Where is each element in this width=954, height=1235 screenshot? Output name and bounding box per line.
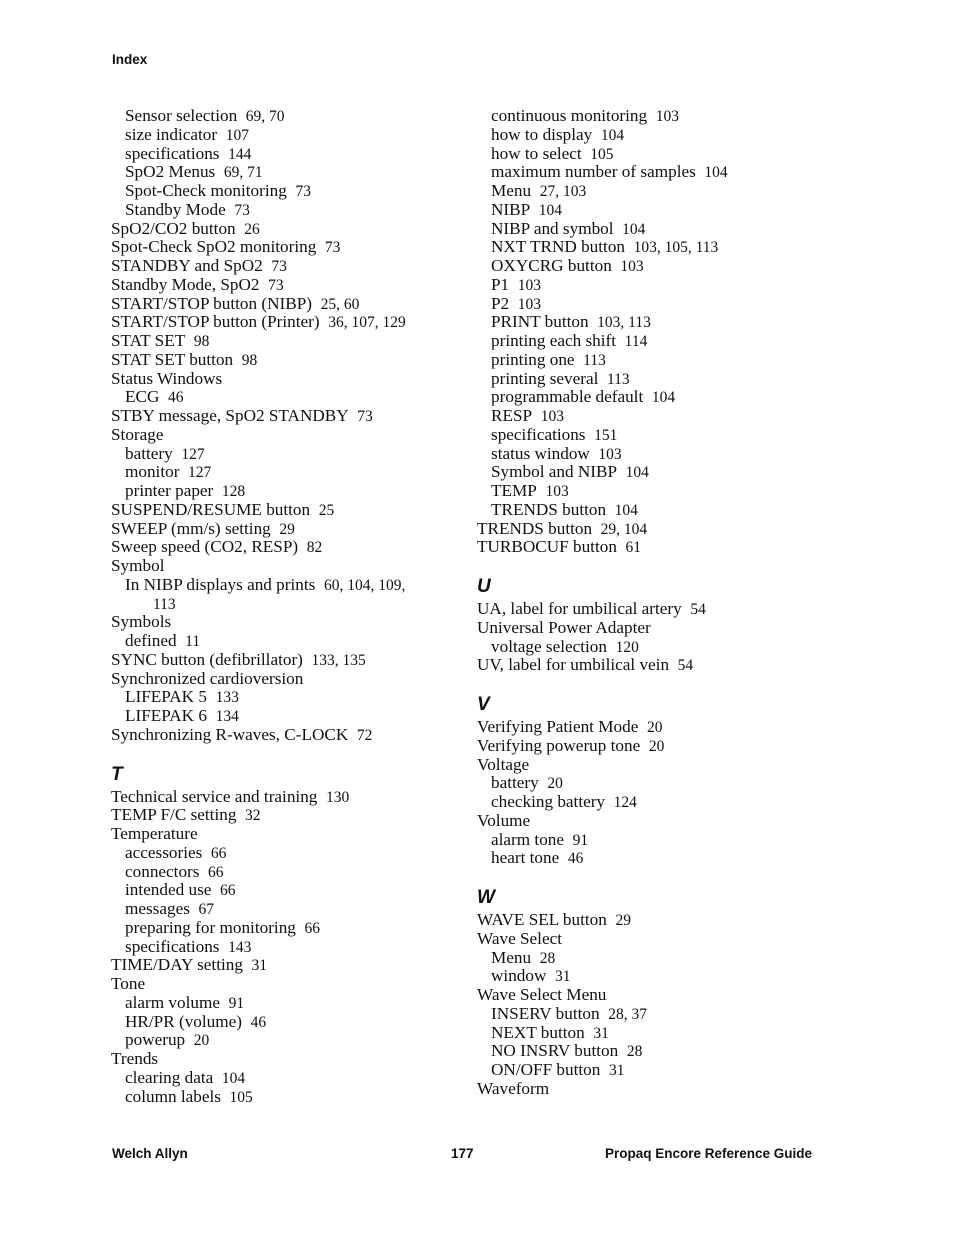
index-term: continuous monitoring [491,106,648,125]
index-page-refs: 67 [198,901,215,918]
index-entry [111,520,471,539]
index-term: TRENDS button [477,518,593,538]
index-term: NIBP and symbol [491,218,614,238]
index-entry [111,388,471,407]
index-entry [111,919,471,938]
index-entry [477,482,837,501]
index-term: START/STOP button (NIBP) [111,293,313,313]
index-page-refs: 69, 70 [245,108,285,125]
index-entry [111,806,471,825]
index-entry [477,276,837,295]
running-header: Index [112,52,148,67]
index-term: Trends [111,1049,159,1068]
index-page-refs: 25 [318,501,335,519]
index-page-refs: 61 [625,539,642,557]
index-page-refs: 103 [517,276,541,294]
index-page-refs: 103, 113 [597,314,651,332]
index-entry [111,938,471,957]
index-entry [111,332,471,351]
index-term: Volume [477,810,531,830]
index-term: STBY message, SpO2 STANDBY [111,406,349,425]
index-page-refs: 54 [677,657,694,675]
index-entry [477,930,837,949]
footer-company: Welch Allyn [112,1146,188,1161]
section-gap [477,675,837,691]
index-term: defined [125,631,177,650]
index-term: Menu [491,947,532,967]
index-entry [111,576,471,595]
index-page-refs: 127 [181,445,205,463]
index-entry [477,756,837,775]
section-gap [477,557,837,573]
index-page-refs: 36, 107, 129 [328,314,406,332]
index-page-refs: 103 [655,108,679,125]
index-entry [111,881,471,900]
index-page-refs: 113 [583,351,606,369]
index-term: specifications [125,936,220,956]
index-entry [111,220,471,239]
index-entry [111,788,471,807]
index-entry [111,595,471,614]
index-page-refs: 124 [613,794,637,811]
index-page-refs: 103 [540,408,564,425]
index-term: status window [491,443,590,463]
index-page-refs: 103 [545,483,569,500]
index-term: TIME/DAY setting [111,955,243,975]
index-entry [111,688,471,707]
index-entry [111,538,471,557]
index-term: Spot-Check monitoring [125,181,287,200]
index-entry [477,388,837,407]
index-page-refs: 29, 104 [600,520,648,538]
index-term: column labels [125,1086,221,1106]
index-term: Symbol and NIBP [491,462,618,482]
index-term: powerup [125,1030,186,1050]
index-page-refs: 133 [215,689,239,707]
index-term: P1 [491,274,510,294]
index-entry [477,182,837,201]
index-page-refs: 72 [356,726,373,744]
section-gap [477,868,837,884]
index-entry [477,145,837,164]
index-term: STAT SET button [111,349,234,369]
index-page-refs: 31 [554,968,571,986]
index-entry [477,1061,837,1080]
index-page-refs: 144 [228,145,252,163]
index-page-refs: 120 [615,638,639,656]
index-entry [111,445,471,464]
index-term: printer paper [125,481,214,500]
index-term: Storage [111,424,164,444]
index-term: alarm tone [491,829,565,849]
index-term: specifications [491,424,586,444]
index-entry [111,463,471,482]
index-term: Universal Power Adapter [477,617,651,637]
index-term: clearing data [125,1067,214,1087]
index-entry [477,126,837,145]
index-entry [111,145,471,164]
index-term: battery [125,443,173,463]
index-term: LIFEPAK 6 [125,706,207,725]
index-page-refs: 104 [221,1069,246,1087]
index-page-refs: 103, 105, 113 [633,239,719,257]
index-page-refs: 130 [325,788,350,806]
index-entry [477,793,837,812]
index-page-refs: 133, 135 [311,651,366,669]
index-term: TURBOCUF button [477,537,617,557]
index-entry [111,257,471,276]
index-page-refs: 128 [221,483,246,500]
index-term: Symbols [111,612,172,632]
index-term: Verifying powerup tone [477,735,641,755]
index-entry [111,975,471,994]
index-entry [111,407,471,426]
index-term: Synchronized cardioversion [111,668,304,688]
index-entry [111,707,471,726]
index-page-refs: 32 [245,807,261,825]
index-term: STAT SET [111,331,186,350]
index-term: UA, label for umbilical artery [477,599,682,618]
index-page-refs: 73 [268,276,284,294]
index-entry [111,426,471,445]
index-page-refs: 31 [251,957,268,975]
index-page-refs: 26 [244,220,260,238]
index-term: Standby Mode [125,199,226,219]
index-page-refs: 28 [626,1043,643,1061]
index-entry [111,1069,471,1088]
index-term: battery [491,773,539,793]
index-entry [477,313,837,332]
index-entry [477,370,837,389]
index-page-refs: 20 [547,775,563,793]
index-entry [477,737,837,756]
index-term: NO INSRV button [491,1041,619,1061]
index-entry [111,1088,471,1107]
index-page-refs: 82 [306,539,323,557]
index-entry [477,831,837,850]
index-letter-heading: U [477,576,491,597]
index-entry [477,520,837,539]
index-page-refs: 20 [648,737,665,755]
index-term: printing each shift [491,331,617,350]
index-page-refs: 105 [590,145,614,163]
index-term: Waveform [477,1078,550,1098]
index-entry [111,351,471,370]
index-term: Menu [491,181,532,200]
index-entry [477,407,837,426]
index-entry [111,825,471,844]
index-entry [111,1050,471,1069]
index-page-refs: 127 [188,464,212,482]
index-term: Synchronizing R-waves, C-LOCK [111,724,349,744]
index-term: SYNC button (defibrillator) [111,649,303,669]
index-term: voltage selection [491,636,607,656]
index-page-refs: 46 [250,1013,267,1031]
index-entry [477,201,837,220]
index-page-refs: 73 [234,201,250,219]
index-term: Verifying Patient Mode [477,717,639,736]
index-page-refs: 46 [167,389,184,407]
index-column-left [111,107,471,1106]
index-page-refs: 27, 103 [539,183,587,200]
index-page-refs: 73 [357,408,373,425]
index-entry [111,107,471,126]
index-term: maximum number of samples [491,162,696,182]
index-page-refs: 104 [600,126,625,144]
index-page-refs: 28, 37 [608,1005,647,1023]
index-entry [477,774,837,793]
index-page-refs: 31 [593,1024,609,1042]
index-entry [111,632,471,651]
index-entry [111,1031,471,1050]
index-term: In NIBP displays and prints [125,574,316,594]
index-entry [111,670,471,689]
index-entry [477,163,837,182]
index-term: ON/OFF button [491,1060,601,1079]
index-term: monitor [125,462,180,482]
index-entry [477,911,837,930]
index-entry [111,126,471,145]
index-page-refs: 54 [690,601,706,618]
index-term: how to select [491,143,582,163]
index-entry [477,638,837,657]
index-entry [111,844,471,863]
index-entry [477,986,837,1005]
index-entry [111,613,471,632]
index-entry [477,1024,837,1043]
index-entry [477,257,837,276]
index-entry [111,163,471,182]
index-entry [477,295,837,314]
index-term: Technical service and training [111,786,318,806]
index-term: how to display [491,124,593,144]
index-term: PRINT button [491,312,589,332]
index-entry [111,651,471,670]
index-term: alarm volume [125,992,220,1012]
index-entry [111,557,471,576]
index-page-refs: 31 [608,1062,625,1079]
index-term: INSERV button [491,1003,600,1023]
index-term: HR/PR (volume) [125,1011,242,1031]
section-gap [111,745,471,761]
footer-page-number: 177 [451,1146,474,1161]
index-entry [477,220,837,239]
index-term: P2 [491,293,510,313]
index-page-refs: 20 [646,719,663,736]
index-page-refs: 103 [598,445,622,463]
index-term: UV, label for umbilical vein [477,655,670,675]
index-page-refs: 104 [622,220,646,238]
index-term: START/STOP button (Printer) [111,312,320,332]
index-term: SUSPEND/RESUME button [111,499,311,519]
index-page-refs: 107 [225,126,249,144]
index-term: preparing for monitoring [125,917,296,937]
index-entry [477,426,837,445]
index-page-refs: 25, 60 [320,295,360,313]
index-page-refs: 104 [538,201,563,219]
index-page-refs: 113 [153,595,176,613]
index-entry [477,812,837,831]
index-entry [477,600,837,619]
index-page-refs: 134 [215,708,239,725]
index-letter-heading: W [477,887,495,908]
index-entry [111,900,471,919]
index-page-refs: 143 [228,938,252,956]
index-term: NIBP [491,199,531,219]
index-page-refs: 73 [324,239,341,257]
index-page-refs: 114 [624,333,648,350]
index-term: SWEEP (mm/s) setting [111,518,271,538]
index-entry [111,956,471,975]
index-term: Symbol [111,556,165,575]
index-entry [111,726,471,745]
index-term: intended use [125,880,212,900]
index-entry [477,1042,837,1061]
index-entry [477,718,837,737]
index-term: checking battery [491,792,606,811]
index-term: Status Windows [111,368,223,388]
footer-guide-title: Propaq Encore Reference Guide [604,1146,812,1161]
index-term: Sensor selection [125,106,238,125]
index-entry [477,619,837,638]
index-entry [477,656,837,675]
index-term: TEMP F/C setting [111,805,237,825]
index-page-refs: 60, 104, 109, [323,576,406,594]
index-page-refs: 113 [606,370,630,388]
index-page-refs: 104 [651,389,676,407]
index-page-refs: 98 [193,333,210,350]
index-entry [477,538,837,557]
index-entry [111,863,471,882]
index-page-refs: 91 [228,994,245,1012]
index-page-refs: 66 [208,863,224,881]
index-page-refs: 66 [220,882,236,900]
index-term: WAVE SEL button [477,910,607,929]
index-page-refs: 103 [517,295,541,313]
index-page-refs: 29 [279,520,295,538]
index-term: Sweep speed (CO2, RESP) [111,537,299,557]
index-entry [111,313,471,332]
index-term: TRENDS button [491,499,607,519]
index-page-refs: 69, 71 [223,164,263,182]
index-term: programmable default [491,387,644,407]
index-term: Temperature [111,824,198,843]
index-term: STANDBY and SpO2 [111,256,263,275]
index-letter-heading: V [477,694,490,715]
index-page-refs: 103 [620,258,644,275]
index-entry [111,994,471,1013]
index-term: size indicator [125,124,218,144]
index-page-refs: 28 [539,949,556,967]
index-entry [111,1013,471,1032]
index-term: NXT TRND button [491,237,626,257]
index-page-refs: 73 [271,258,287,275]
index-term: NEXT button [491,1022,585,1042]
index-term: connectors [125,861,200,881]
index-term: window [491,966,547,986]
index-page-refs: 151 [594,426,618,444]
index-entry [477,1005,837,1024]
index-term: SpO2 Menus [125,162,216,182]
index-term: OXYCRG button [491,256,612,275]
index-page-refs: 66 [210,844,227,862]
index-entry [477,238,837,257]
index-entry [477,501,837,520]
index-term: specifications [125,143,220,163]
index-page-refs: 29 [615,912,631,929]
index-entry [477,967,837,986]
index-term: SpO2/CO2 button [111,218,236,238]
index-term: printing several [491,368,599,388]
index-term: Spot-Check SpO2 monitoring [111,237,317,257]
index-page-refs: 66 [304,919,320,937]
index-entry [111,182,471,201]
index-entry [111,501,471,520]
index-page-refs: 46 [567,850,584,868]
index-term: Wave Select Menu [477,985,607,1004]
index-term: printing one [491,349,575,369]
index-term: ECG [125,387,160,407]
index-term: heart tone [491,848,560,868]
index-entry [111,482,471,501]
index-page-refs: 11 [185,633,201,650]
index-term: TEMP [491,481,537,500]
index-page-refs: 105 [229,1088,253,1106]
index-entry [477,1080,837,1099]
index-entry [477,949,837,968]
index-entry [477,351,837,370]
index-term: Standby Mode, SpO2 [111,274,260,294]
index-entry [477,332,837,351]
index-page-refs: 104 [614,501,638,519]
index-page-refs: 91 [572,831,589,849]
index-entry [111,370,471,389]
index-term: Tone [111,974,146,993]
index-page-refs: 104 [625,464,649,482]
index-entry [111,201,471,220]
index-page-refs: 104 [704,164,728,182]
index-entry [477,463,837,482]
index-entry [477,107,837,126]
index-term: messages [125,899,190,918]
index-entry [111,238,471,257]
index-column-right [477,107,837,1099]
index-term: accessories [125,842,203,862]
index-page-refs: 98 [241,351,258,369]
index-term: Wave Select [477,928,562,948]
index-term: RESP [491,406,533,425]
index-page-refs: 73 [295,183,311,200]
index-entry [477,849,837,868]
index-entry [111,276,471,295]
index-entry [477,445,837,464]
index-term: Voltage [477,754,530,774]
index-term: LIFEPAK 5 [125,687,207,707]
index-entry [111,295,471,314]
index-page-refs: 20 [193,1032,210,1050]
index-letter-heading: T [111,763,123,785]
